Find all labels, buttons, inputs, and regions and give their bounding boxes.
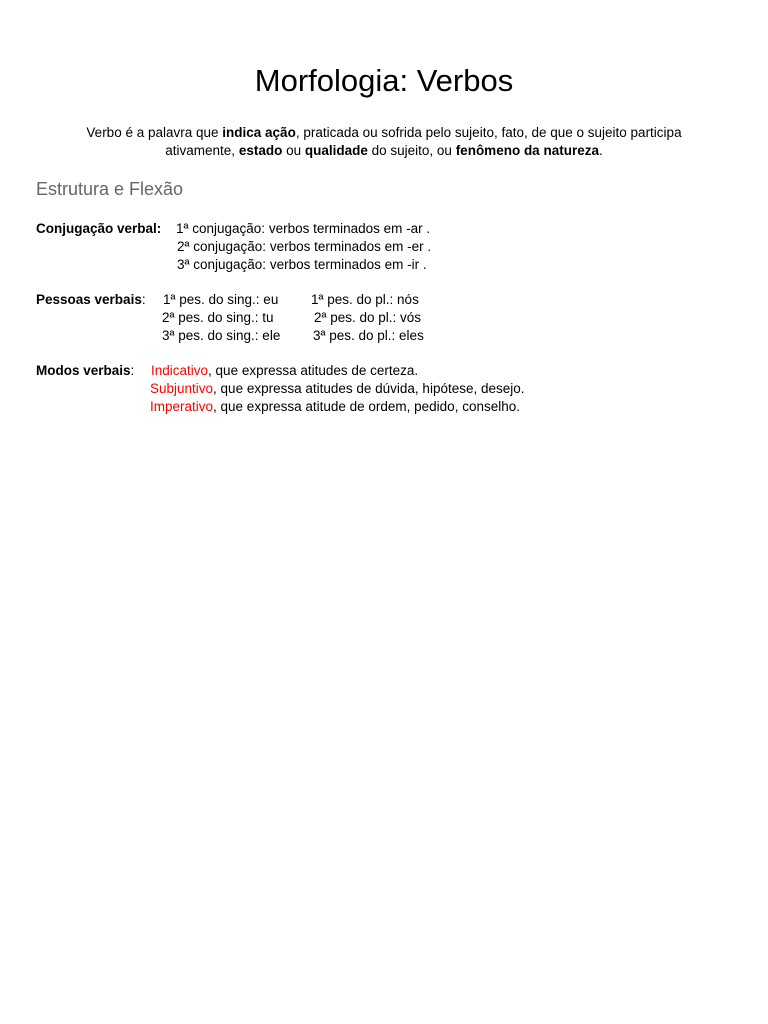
conjugacao-line-2: 2ª conjugação: verbos terminados em -er . xyxy=(177,239,432,254)
intro-text: . xyxy=(598,143,603,158)
pessoas-singular-1: 1ª pes. do sing.: eu xyxy=(163,292,279,307)
section-heading: Estrutura e Flexão xyxy=(36,179,184,199)
modo-desc: , que expressa atitudes de certeza. xyxy=(208,363,419,378)
intro-text: , praticada ou sofrida pelo sujeito, fato, de que o sujeito participa ativamente, xyxy=(165,125,682,158)
page-title: Morfologia: Verbos xyxy=(254,63,514,98)
modos-label-group xyxy=(36,362,134,380)
modo-name: Imperativo xyxy=(150,399,214,414)
modo-name: Indicativo xyxy=(151,363,209,378)
pessoas-colon: : xyxy=(141,292,146,307)
conjugacao-line-3: 3ª conjugação: verbos terminados em -ir . xyxy=(177,257,427,272)
pessoas-singular-3: 3ª pes. do sing.: ele xyxy=(162,328,281,343)
conjugacao-line-1: 1ª conjugação: verbos terminados em -ar . xyxy=(176,221,431,236)
modo-desc: , que expressa atitude de ordem, pedido, conselho. xyxy=(213,399,520,414)
conjugacao-label: Conjugação verbal: xyxy=(36,221,162,236)
intro-text: do sujeito, ou xyxy=(367,143,456,158)
modo-subjuntivo xyxy=(150,380,525,398)
intro-bold-indica-acao: indica ação xyxy=(222,125,296,140)
intro-bold-fenomeno: fenômeno da natureza xyxy=(455,143,599,158)
pessoas-label-group xyxy=(36,291,146,309)
modos-colon: : xyxy=(130,363,135,378)
pessoas-singular-2: 2ª pes. do sing.: tu xyxy=(162,310,274,325)
intro-bold-estado: estado xyxy=(238,143,283,158)
modo-desc: , que expressa atitudes de dúvida, hipótese, desejo. xyxy=(213,381,525,396)
pessoas-plural-1: 1ª pes. do pl.: nós xyxy=(311,292,419,307)
modos-label: Modos verbais xyxy=(36,363,131,378)
intro-text: ou xyxy=(282,143,305,158)
intro-bold-qualidade: qualidade xyxy=(304,143,368,158)
modo-indicativo xyxy=(151,362,418,380)
pessoas-plural-2: 2ª pes. do pl.: vós xyxy=(314,310,422,325)
modo-name: Subjuntivo xyxy=(150,381,214,396)
intro-text: Verbo é a palavra que xyxy=(86,125,223,140)
pessoas-label: Pessoas verbais xyxy=(36,292,142,307)
intro-paragraph xyxy=(50,124,718,160)
modo-imperativo xyxy=(150,398,520,416)
pessoas-plural-3: 3ª pes. do pl.: eles xyxy=(313,328,424,343)
